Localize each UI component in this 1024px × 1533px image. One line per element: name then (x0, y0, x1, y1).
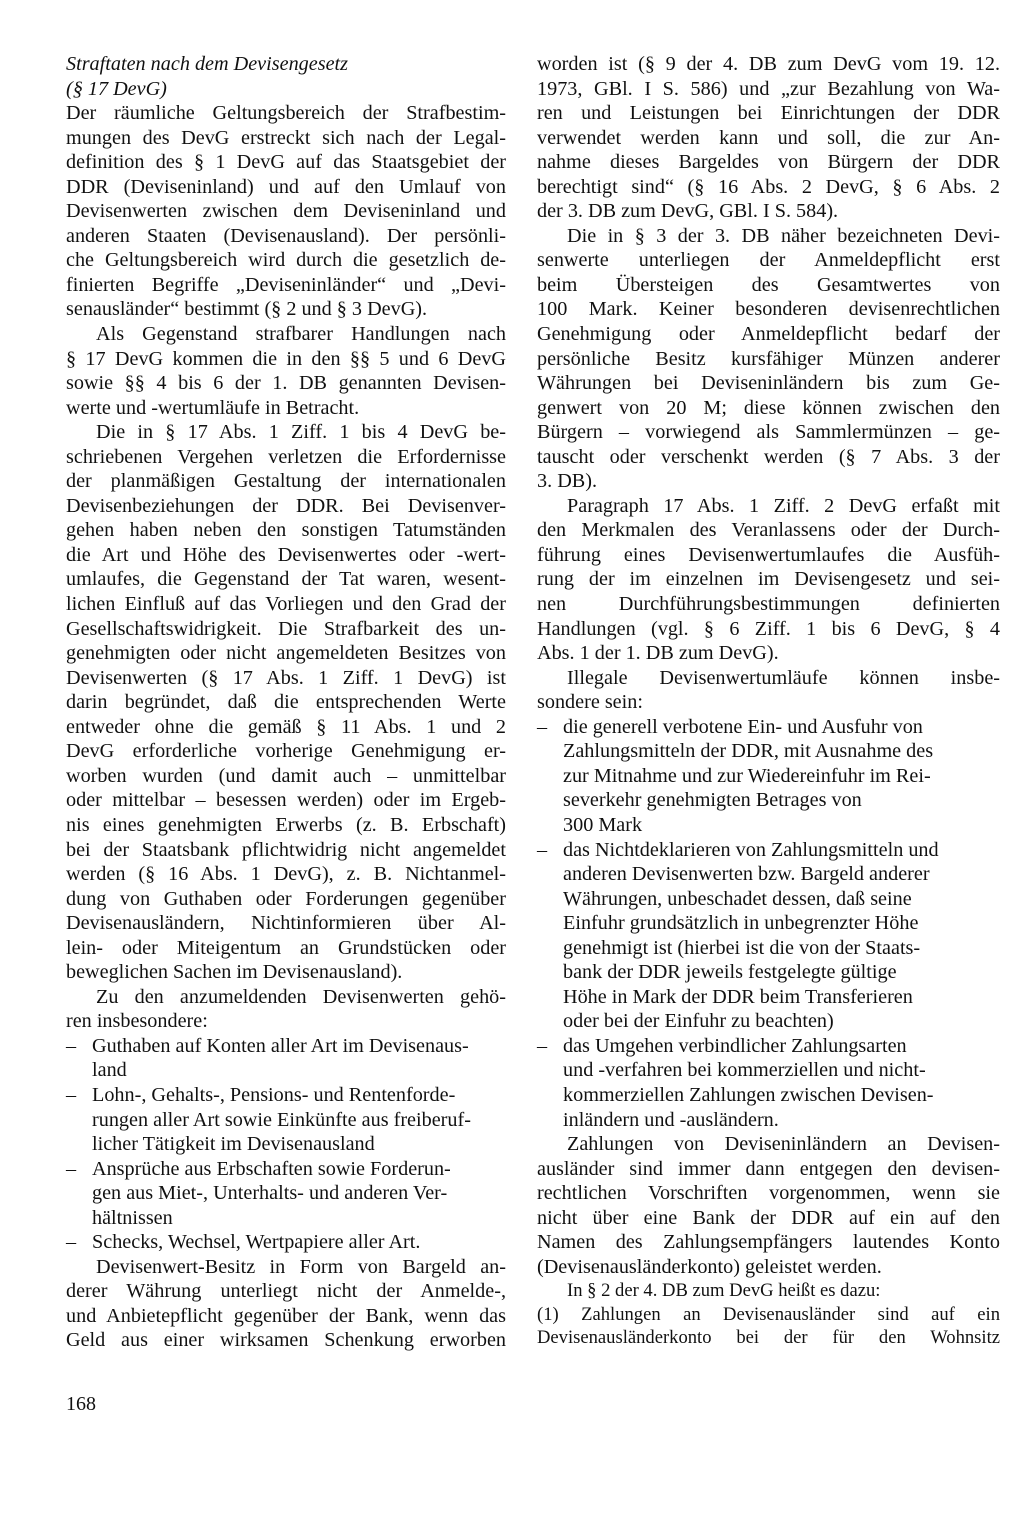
text-line: der planmäßigen Gestaltung der internationalen (66, 470, 506, 493)
text-line (66, 1230, 506, 1255)
text-line: sowie §§ 4 bis 6 der 1. DB genannten Devisen- (66, 372, 506, 395)
text-line (537, 813, 1000, 838)
text-line: nis eines genehmigten Erwerbs (z. B. Erbschaft) (66, 813, 506, 836)
text-line: und Anbietepflicht gegenüber der Bank, wenn das (66, 1304, 506, 1327)
list-item-text: kommerziellen Zahlungen zwischen Devisen- (563, 1083, 934, 1106)
text-line: dung von Guthaben oder Forderungen gegenüber (66, 887, 506, 910)
text-line: Devisenbeziehungen der DDR. Bei Devisenver- (66, 494, 506, 517)
text-line: berechtigt sind“ (§ 16 Abs. 2 DevG, § 6 Abs. 2 (537, 175, 1000, 198)
text-line: mungen des DevG erstreckt sich nach der Legal- (66, 126, 506, 149)
list-dash: – (537, 1034, 548, 1057)
list-dash: – (66, 1034, 77, 1057)
list-item-text: das Umgehen verbindlicher Zahlungsarten (563, 1034, 907, 1057)
text-line: rung der im einzelnen im Devisengesetz und sei- (537, 568, 1000, 591)
text-line (537, 1009, 1000, 1034)
text-line: Devisenwerten (§ 17 Abs. 1 Ziff. 1 DevG) ist (66, 666, 506, 689)
text-line: verwendet werden kann und soll, die zur An- (537, 126, 1000, 149)
text-line: genwert von 20 M; diese können zwischen den (537, 396, 1000, 419)
text-line: Illegale Devisenwertumläufe können insbe- (567, 666, 1000, 689)
list-item-text: inländern und -ausländern. (563, 1108, 779, 1131)
list-dash: – (66, 1157, 77, 1180)
list-item-text: 300 Mark (563, 813, 643, 836)
text-line: beim Übersteigen des Gesamtwertes von (537, 273, 1000, 296)
text-line: rechtlichen Vorschriften vorgenommen, wenn sie (537, 1182, 1000, 1205)
text-line: § 17 DevG kommen die in den §§ 5 und 6 DevG (66, 347, 506, 370)
list-dash: – (66, 1083, 77, 1106)
text-line (66, 1157, 506, 1182)
text-line: (1) Zahlungen an Devisenausländer sind auf ein (537, 1303, 1000, 1325)
text-line: nahme dieses Bargeldes von Bürgern der DDR (537, 151, 1000, 174)
text-line: schriebenen Vergehen verletzen die Erfordernisse (66, 445, 506, 468)
list-item-text: zur Mitnahme und zur Wiedereinfuhr im Rei- (563, 764, 931, 787)
text-line: tauscht oder verschenkt werden (§ 7 Abs. 3 der (537, 445, 1000, 468)
list-item-text: bank der DDR jeweils festgelegte gültige (563, 961, 897, 984)
text-line: 1973, GBl. I S. 586) und „zur Bezahlung von Wa- (537, 77, 1000, 100)
text-line: Devisenausländern, Nichtinformieren über Al- (66, 912, 506, 935)
text-line: den Merkmalen des Veranlassens oder der Durch- (537, 519, 1000, 542)
text-line: Devisenwert-Besitz in Form von Bargeld an- (96, 1255, 506, 1278)
text-line: oder mittelbar – besessen werden) oder im Ergeb- (66, 789, 506, 812)
text-line: 3. DB). (537, 470, 598, 493)
list-item-text: rungen aller Art sowie Einkünfte aus freiberuf- (92, 1108, 471, 1131)
text-line (537, 1034, 1000, 1059)
text-line: lein- oder Miteigentum an Grundstücken oder (66, 936, 506, 959)
text-line: ren insbesondere: (66, 1010, 208, 1033)
text-line: persönliche Besitz kursfähiger Münzen anderer (537, 347, 1000, 370)
text-line (66, 1058, 506, 1083)
text-line: (Devisenausländerkonto) geleistet werden. (537, 1255, 882, 1278)
text-line (537, 739, 1000, 764)
list-item-text: Höhe in Mark der DDR beim Transferieren (563, 985, 913, 1008)
list-item-text: genehmigt ist (hierbei ist die von der Staats- (563, 936, 921, 959)
page-number: 168 (66, 1393, 96, 1415)
text-line: Währungen bei Deviseninländern bis zum Ge- (537, 372, 1000, 395)
right-column (537, 52, 1000, 1350)
text-line: sondere sein: (537, 691, 643, 714)
text-line: werte und -wertumläufe in Betracht. (66, 396, 360, 419)
list-dash: – (66, 1231, 77, 1254)
text-line: derer Währung unterliegt nicht der Anmelde-, (66, 1280, 506, 1303)
text-line: bei der Staatsbank pflichtwidrig nicht angemeldet (66, 838, 506, 861)
text-line: worben wurden (und damit auch – unmittelbar (66, 764, 506, 787)
text-line: definition des § 1 DevG auf das Staatsgebiet der (66, 151, 506, 174)
text-line (537, 1058, 1000, 1083)
list-item-text: die generell verbotene Ein- und Ausfuhr von (563, 715, 923, 738)
list-dash: – (537, 838, 548, 861)
text-line (537, 788, 1000, 813)
text-line: Namen des Zahlungsempfängers lautendes Konto (537, 1231, 1000, 1254)
text-line (537, 936, 1000, 961)
text-line: Devisenwerten zwischen dem Deviseninland und (66, 200, 506, 223)
text-line: der 3. DB zum DevG, GBl. I S. 584). (537, 200, 839, 223)
text-line (537, 887, 1000, 912)
list-item-text: und -verfahren bei kommerziellen und nicht- (563, 1059, 926, 1082)
text-line (537, 764, 1000, 789)
text-line: Genehmigung oder Anmeldepflicht bedarf der (537, 323, 1000, 346)
section-heading-ref: (§ 17 DevG) (66, 77, 167, 100)
text-line: genehmigten oder nicht angemeldeten Besitzes von (66, 642, 506, 665)
text-line: Zu den anzumeldenden Devisenwerten gehö- (96, 985, 506, 1008)
text-line: nen Durchführungsbestimmungen definierten (537, 593, 1000, 616)
text-line (66, 1206, 506, 1231)
text-line: gehen haben neben den sonstigen Tatumständen (66, 519, 506, 542)
text-line: lichen Einfluß auf das Vorliegen und den Grad der (66, 593, 506, 616)
text-line: Abs. 1 der 1. DB zum DevG). (537, 642, 779, 665)
text-line: Zahlungen von Deviseninländern an Devisen- (567, 1133, 1000, 1156)
text-line: Bürgern – vorwiegend als Sammlermünzen – ge- (537, 421, 1000, 444)
text-line: nicht über eine Bank der DDR auf ein auf den (537, 1206, 1000, 1229)
text-line (537, 1108, 1000, 1133)
text-line: beweglichen Sachen im Devisenausland). (66, 961, 403, 984)
text-line (537, 715, 1000, 740)
text-line: senausländer“ bestimmt (§ 2 und § 3 DevG). (66, 298, 428, 321)
list-dash: – (537, 715, 548, 738)
text-line (66, 1181, 506, 1206)
text-line: ren und Leistungen bei Einrichtungen der DDR (537, 102, 1000, 125)
text-line: die Art und Höhe des Devisenwertes oder -wert- (66, 543, 506, 566)
text-line: finierten Begriffe „Deviseninländer“ und „Devi- (66, 273, 506, 296)
list-item-text: Währungen, unbeschadet dessen, daß seine (563, 887, 912, 910)
list-item-text: Zahlungsmitteln der DDR, mit Ausnahme des (563, 740, 934, 763)
list-item-text: severkehr genehmigten Betrages von (563, 789, 862, 812)
text-line: DDR (Deviseninland) und auf den Umlauf von (66, 175, 506, 198)
text-line: Die in § 17 Abs. 1 Ziff. 1 bis 4 DevG be- (96, 421, 506, 444)
text-line: Devisenausländerkonto bei der für den Wohnsitz (537, 1327, 1000, 1349)
text-line: Die in § 3 der 3. DB näher bezeichneten Devi- (567, 224, 1000, 247)
text-line (66, 1083, 506, 1108)
text-line: Gesellschaftswidrigkeit. Die Strafbarkeit des un- (66, 617, 506, 640)
text-line: führung eines Devisenwertumlaufes die Ausfüh- (537, 543, 1000, 566)
text-line (537, 838, 1000, 863)
list-item-text: das Nichtdeklarieren von Zahlungsmitteln und (563, 838, 939, 861)
text-line: senwerte unterliegen der Anmeldepflicht erst (537, 249, 1000, 272)
text-line: Der räumliche Geltungsbereich der Strafbestim- (66, 102, 506, 125)
text-line: werden (§ 16 Abs. 1 DevG), z. B. Nichtanmel- (66, 863, 506, 886)
text-line: Geld aus einer wirksamen Schenkung erworben (66, 1329, 506, 1352)
list-item-text: oder bei der Einfuhr zu beachten) (563, 1010, 834, 1033)
text-line (66, 1132, 506, 1157)
text-line: entweder ohne die gemäß § 11 Abs. 1 und 2 (66, 715, 506, 738)
list-item-text: Schecks, Wechsel, Wertpapiere aller Art. (92, 1231, 421, 1254)
section-heading: Straftaten nach dem Devisengesetz (66, 53, 348, 75)
text-line (537, 1083, 1000, 1108)
left-column (66, 52, 506, 1353)
list-item-text: Einfuhr grundsätzlich in unbegrenzter Höhe (563, 912, 919, 935)
text-line: Als Gegenstand strafbarer Handlungen nach (96, 323, 506, 346)
text-line: DevG erforderliche vorherige Genehmigung er- (66, 740, 506, 763)
text-line: worden ist (§ 9 der 4. DB zum DevG vom 19. 12. (537, 53, 1000, 75)
text-line (66, 1034, 506, 1059)
text-line: In § 2 der 4. DB zum DevG heißt es dazu: (567, 1280, 881, 1302)
text-line: Paragraph 17 Abs. 1 Ziff. 2 DevG erfaßt mit (567, 494, 1000, 517)
list-item-text: gen aus Miet-, Unterhalts- und anderen Ver- (92, 1182, 448, 1205)
text-line: darin begründet, daß die entsprechenden Werte (66, 691, 506, 714)
list-item-text: Ansprüche aus Erbschaften sowie Forderun- (92, 1157, 451, 1180)
list-item-text: hältnissen (92, 1206, 173, 1229)
text-line: umlaufes, die Gegenstand der Tat waren, wesent- (66, 568, 506, 591)
list-item-text: Lohn-, Gehalts-, Pensions- und Rentenforde- (92, 1083, 456, 1106)
text-line: Handlungen (vgl. § 6 Ziff. 1 bis 6 DevG, § 4 (537, 617, 1000, 640)
text-line (537, 985, 1000, 1010)
text-line (537, 862, 1000, 887)
text-line: ausländer sind immer dann entgegen den devisen- (537, 1157, 1000, 1180)
list-item-text: licher Tätigkeit im Devisenausland (92, 1133, 375, 1156)
text-line: anderen Staaten (Devisenausland). Der persönli- (66, 224, 506, 247)
text-line (537, 911, 1000, 936)
text-line: 100 Mark. Keiner besonderen devisenrechtlichen (537, 298, 1000, 321)
list-item-text: land (92, 1059, 127, 1082)
text-line (537, 960, 1000, 985)
text-line: che Geltungsbereich wird durch die gesetzlich de- (66, 249, 506, 272)
list-item-text: anderen Devisenwerten bzw. Bargeld anderer (563, 863, 930, 886)
list-item-text: Guthaben auf Konten aller Art im Devisenaus- (92, 1034, 469, 1057)
text-line (66, 1108, 506, 1133)
